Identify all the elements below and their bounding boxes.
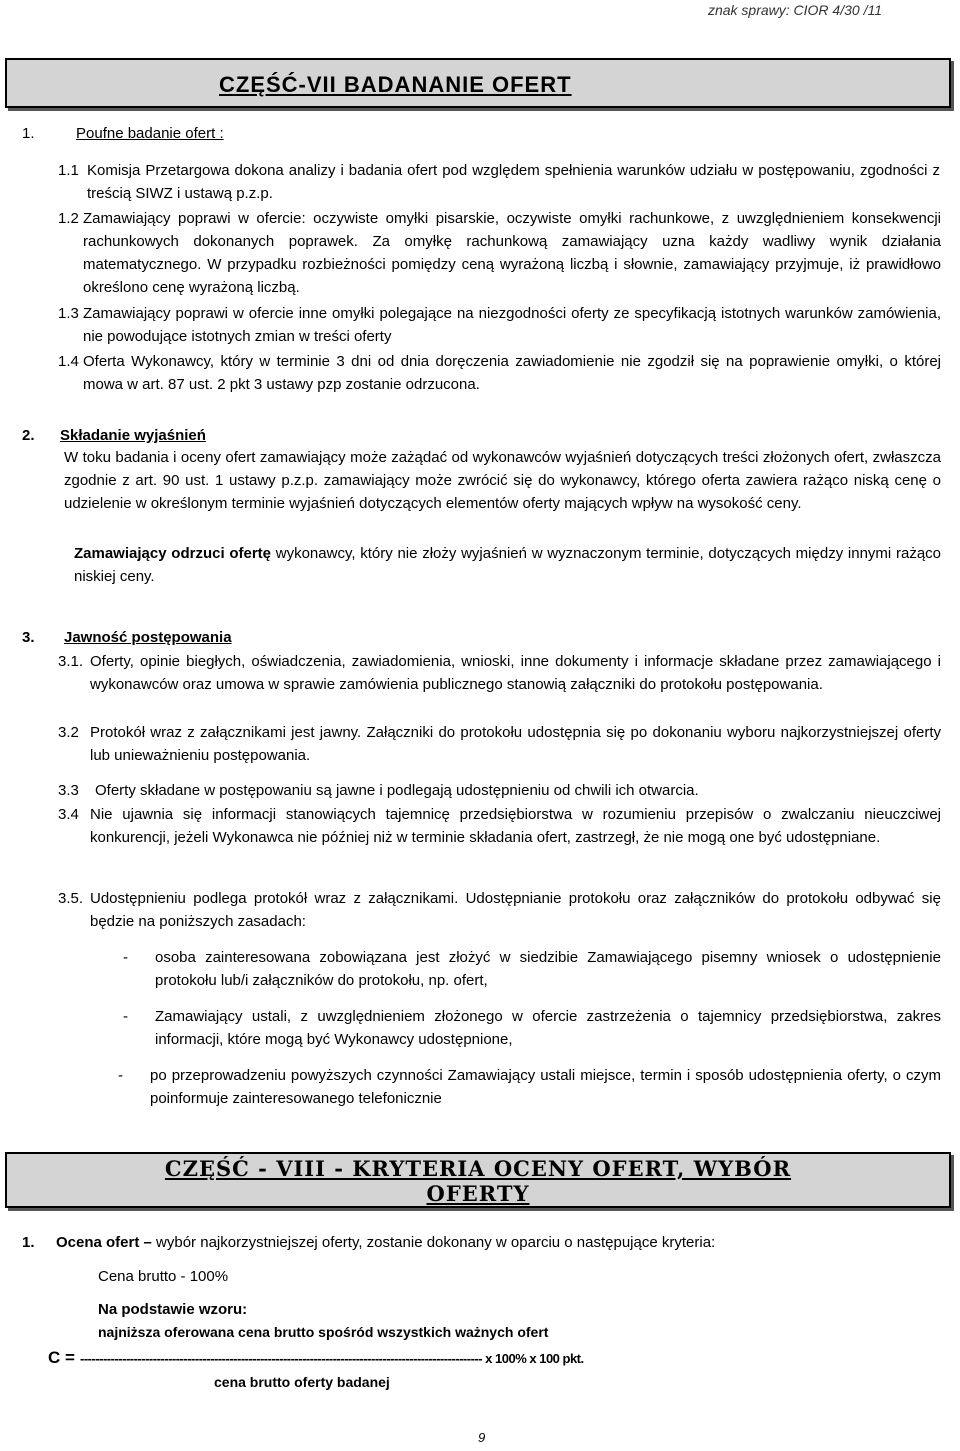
p1-3-number: 1.3 (58, 305, 79, 322)
p1-2-part-a: Zamawiający poprawi w ofercie: oczywiste omyłki pisarskie, oczywiste omyłki rachunkowe, z uwzględnieniem konsekwencji rachunkowych dokonanych poprawek. (83, 210, 941, 250)
p3-5-text: Udostępnieniu podlega protokół wraz z załącznikami. Udostępnianie protokołu oraz załączników do protokołu odbywać się będzie na poniższych zasadach: (90, 890, 941, 930)
s1-title: Poufne badanie ofert : (76, 125, 224, 142)
p8-s1-number: 1. (22, 1234, 35, 1251)
s2-rejection-rest: wykonawcy, który nie złoży wyjaśnień w wyznaczonym terminie, dotyczących między innymi rażąco niskiej ceny. (74, 545, 942, 585)
part-8-title-line-2: OFERTY (426, 1181, 530, 1206)
s2-number: 2. (22, 427, 35, 444)
p3-4-number: 3.4 (58, 806, 79, 823)
p1-1-number: 1.1 (58, 162, 79, 179)
formula-fraction-line: --------------------------------------------------------------------------------------------------------- x 100% x 100 pkt. (80, 1351, 584, 1366)
p3-1-text: Oferty, opinie biegłych, oświadczenia, zawiadomienia, wnioski, inne dokumenty i informacje składane przez zamawiającego i wykonawców oraz umowa w sprawie zamówienia publicznego stanowią załączniki do protokołu postępowania. (90, 653, 941, 693)
p1-3-text: Zamawiający poprawi w ofercie inne omyłki polegające na niezgodności oferty ze specyfikacją istotnych warunków zamówienia, nie powodujące istotnych zmian w treści oferty (83, 305, 941, 345)
s3-title: Jawność postępowania (64, 629, 232, 646)
p3-1-number: 3.1. (58, 653, 84, 670)
p8-s1-text: wybór najkorzystniejszej oferty, zostanie dokonany w oparciu o następujące kryteria: (151, 1234, 716, 1251)
case-reference: znak sprawy: CIOR 4/30 /11 (707, 2, 882, 18)
p1-4-text: Oferta Wykonawcy, który w terminie 3 dni od dnia doręczenia zawiadomienie nie zgodził się na poprawienie omyłki, o której mowa w art. 87 ust. 2 pkt 3 ustawy pzp zostanie odrzucona. (83, 353, 941, 393)
s2-title: Składanie wyjaśnień (60, 427, 206, 444)
part-8-banner (5, 1152, 951, 1208)
s2-paragraph-1: W toku badania i oceny ofert zamawiający może zażądać od wykonawców wyjaśnień dotyczących treści złożonych ofert, zwłaszcza zgodnie z art. 90 ust. 1 ustawy p.z.p. zamawiający może zwrócić się do wykonawcy, którego oferta zawiera rażąco niską cenę o udzielenie w określonym terminie wyjaśnień dotyczących elementów oferty mających wpływ na wysokość ceny. (64, 449, 941, 512)
p1-4-number: 1.4 (58, 353, 79, 370)
s1-number: 1. (22, 125, 35, 142)
p3-5-number: 3.5. (58, 890, 84, 907)
p3-3-number: 3.3 (58, 782, 79, 799)
p1-2-text (83, 207, 941, 299)
p8-s1-line (56, 1231, 941, 1254)
criterion-price: Cena brutto - 100% (98, 1268, 229, 1285)
formula-heading: Na podstawie wzoru: (98, 1301, 248, 1318)
p3-4-text: Nie ujawnia się informacji stanowiących tajemnicę przedsiębiorstwa w rozumieniu przepisów o zwalczaniu nieuczciwej konkurencji, jeżeli Wykonawca nie później niż w terminie składania ofert, zastrzegł, że nie mogą one być udostępniane. (90, 806, 941, 846)
formula-numerator: najniższa oferowana cena brutto spośród wszystkich ważnych ofert (98, 1324, 549, 1340)
p8-s1-title: Ocena ofert – (56, 1234, 152, 1251)
p1-1-text: Komisja Przetargowa dokona analizy i badania ofert pod względem spełnienia warunków udziału w postępowaniu, zgodności z treścią SIWZ i ustawą p.z.p. (87, 162, 940, 202)
bullet-item: po przeprowadzeniu powyższych czynności Zamawiający ustali miejsce, termin i sposób udostępnienia oferty, o czym poinformuje zainteresowanego telefonicznie (150, 1067, 941, 1107)
s2-rejection-bold: Zamawiający odrzuci ofertę (74, 545, 272, 562)
page-number: 9 (478, 1430, 486, 1445)
s3-number: 3. (22, 629, 35, 646)
p3-2-number: 3.2 (58, 724, 79, 741)
p1-2-part-c: W przypadku rozbieżności pomiędzy ceną wyrażoną liczbą i słownie, zamawiający przyjmuje, iż prawidłowo określono cenę wyrażoną liczbą. (83, 256, 942, 296)
formula-denominator: cena brutto oferty badanej (214, 1374, 390, 1390)
p3-3-text: Oferty składane w postępowaniu są jawne i podlegają udostępnieniu od chwili ich otwarcia. (95, 782, 699, 799)
s2-paragraph-2 (74, 542, 941, 588)
bullet-item: Zamawiający ustali, z uwzględnieniem złożonego w ofercie zastrzeżenia o tajemnicy przedsiębiorstwa, zakres informacji, które mogą być Wykonawcy udostępnione, (155, 1008, 941, 1048)
bullet-dash: - (123, 949, 128, 966)
bullet-dash: - (118, 1067, 123, 1084)
bullet-item: osoba zainteresowana zobowiązana jest złożyć w siedzibie Zamawiającego pisemny wniosek o udostępnienie protokołu lub/i załączników do protokołu, np. ofert, (155, 949, 941, 989)
bullet-dash: - (123, 1008, 128, 1025)
p3-2-text: Protokół wraz z załącznikami jest jawny. Załączniki do protokołu udostępnia się po dokonaniu wyboru najkorzystniejszej oferty lub unieważnieniu postępowania. (90, 724, 941, 764)
p1-2-part-b: Za omyłkę rachunkową zamawiający uzna każdy wadliwy wynik działania matematycznego. (83, 233, 941, 273)
p1-2-number: 1.2 (58, 210, 79, 227)
part-8-title-line-1: CZĘŚĆ - VIII - KRYTERIA OCENY OFERT, WYBÓR (164, 1156, 792, 1181)
formula-c-label: C = (48, 1348, 75, 1367)
part-7-title: CZĘŚĆ-VII BADANANIE OFERT (219, 72, 572, 97)
part-7-banner (5, 58, 951, 108)
